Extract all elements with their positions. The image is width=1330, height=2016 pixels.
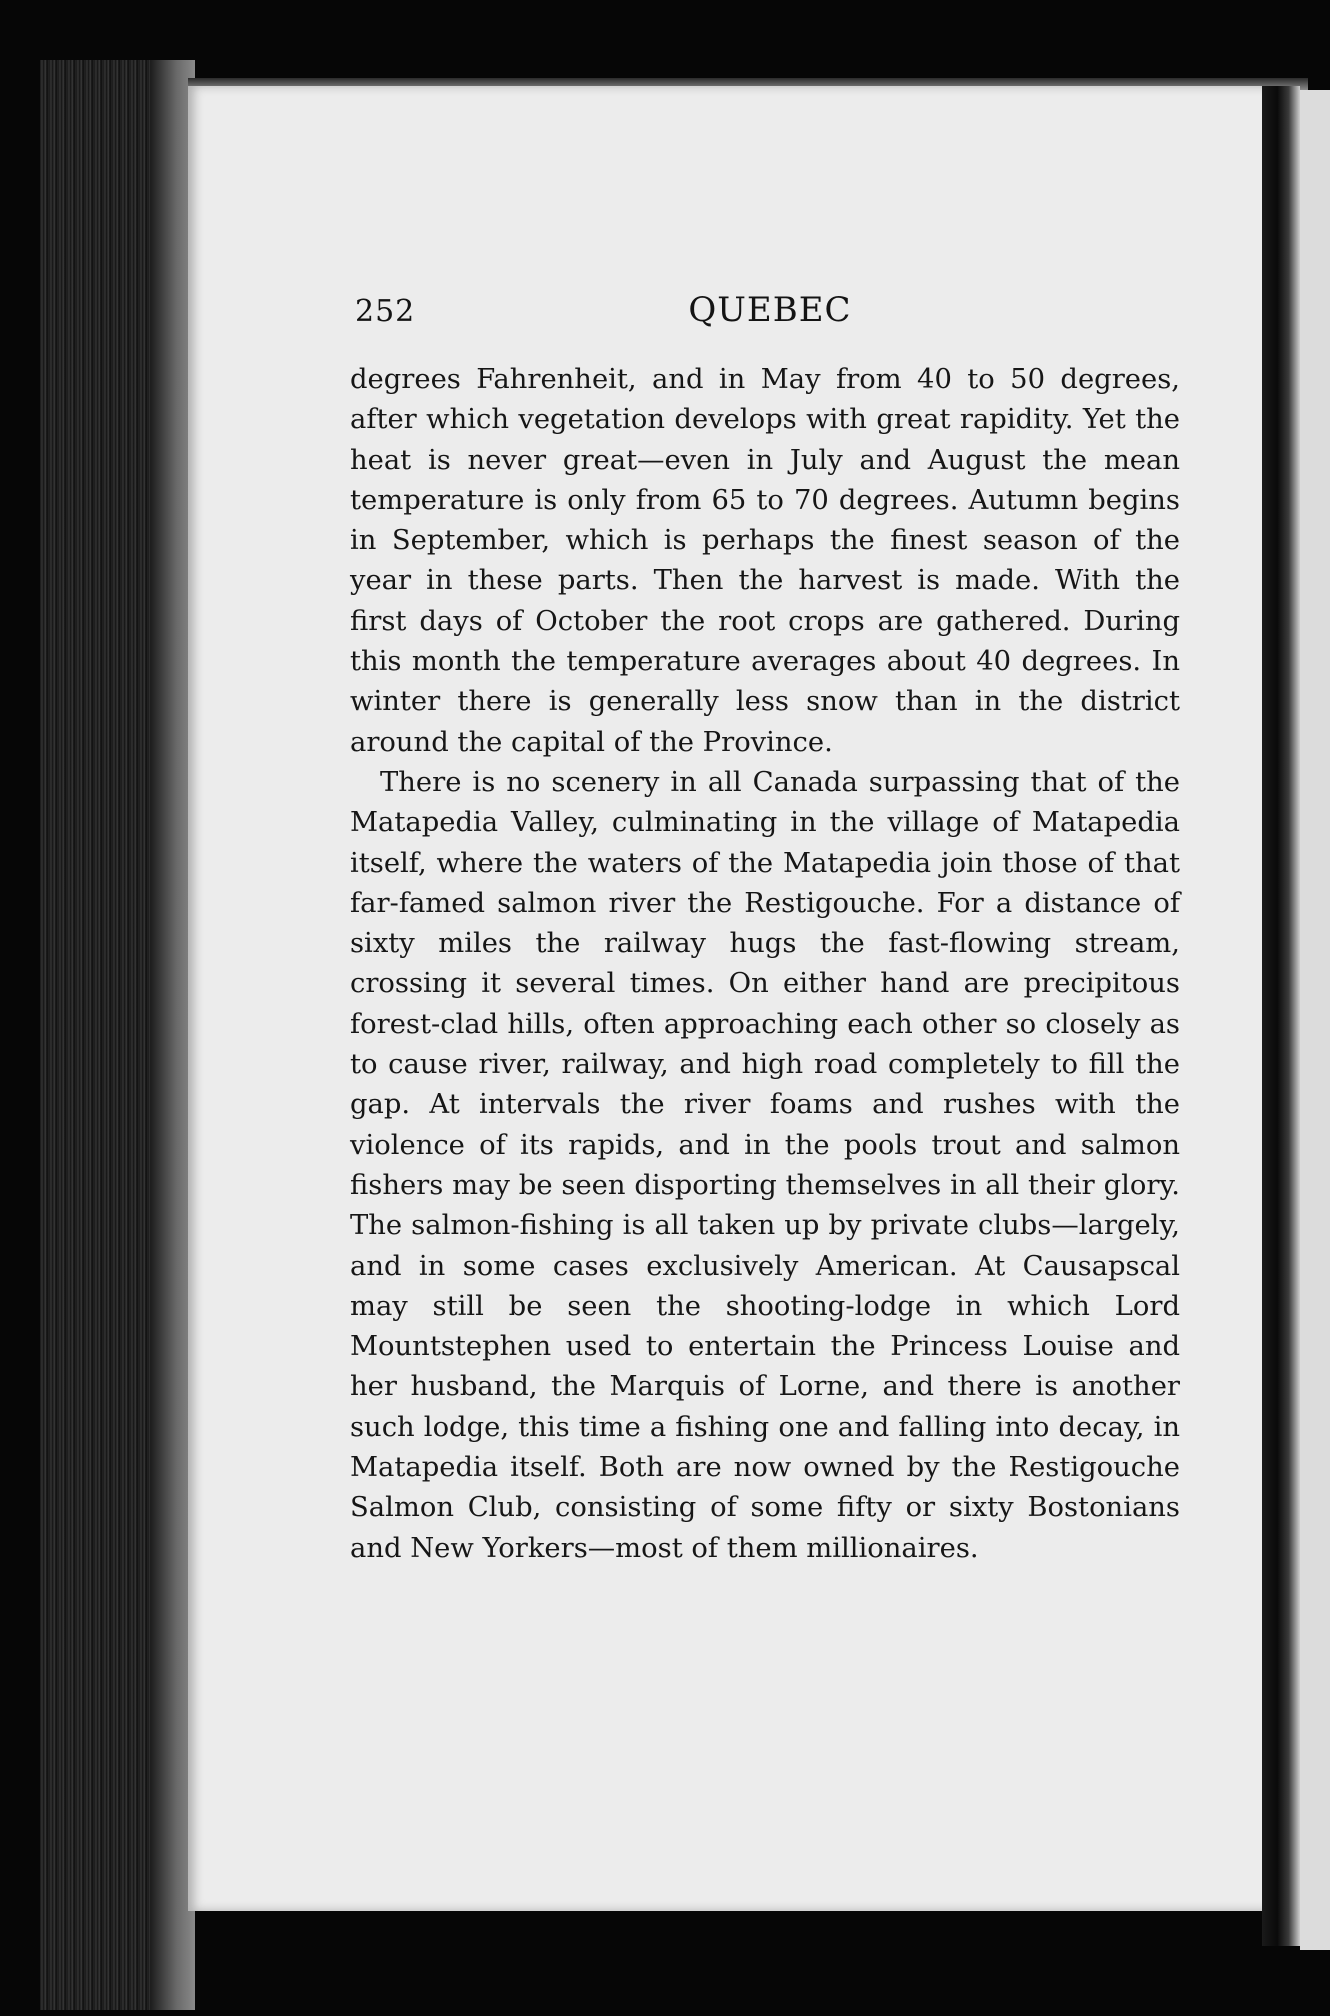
paragraph-2: There is no scenery in all Canada surpassing that of the Matapedia Valley, culminating in the village of Matapedia itself, where the waters of the Matapedia join those of that far-famed salmon river the Restigouche. For a distance of sixty miles the railway hugs the fast-flowing stream, crossing it several times. On either hand are precipitous forest-clad hills, often approaching each other so closely as to cause river, railway, and high road completely to fill the gap. At intervals the river foams and rushes with the violence of its rapids, and in the pools trout and salmon fishers may be seen disporting themselves in all their glory. The salmon-fishing is all taken up by private clubs—largely, and in some cases exclusively American. At Causapscal may still be seen the shooting-lodge in which Lord Mountstephen used to entertain the Princess Louise and her husband, the Marquis of Lorne, and there is another such lodge, this time a fishing one and falling into decay, in Matapedia itself. Both are now owned by the Restigouche Salmon Club, consisting of some fifty or sixty Bostonians and New Yorkers—most of them millionaires. [350, 766, 1180, 1564]
running-title: QUEBEC [688, 290, 852, 330]
facing-page-edge [1300, 90, 1330, 1950]
body-text [350, 360, 1180, 1569]
right-binding-strip [1262, 86, 1300, 1946]
paragraph-1: degrees Fahrenheit, and in May from 40 to 50 degrees, after which vegetation develops with great rapidity. Yet the heat is never great—even in July and August the mean temperature is only from 65 to 70 degrees. Autumn begins in September, which is perhaps the finest season of the year in these parts. Then the harvest is made. With the first days of October the root crops are gathered. During this month the temperature averages about 40 degrees. In winter there is generally less snow than in the district around the capital of the Province. [350, 364, 1180, 758]
running-head [355, 290, 1185, 340]
page-number: 252 [355, 294, 416, 329]
